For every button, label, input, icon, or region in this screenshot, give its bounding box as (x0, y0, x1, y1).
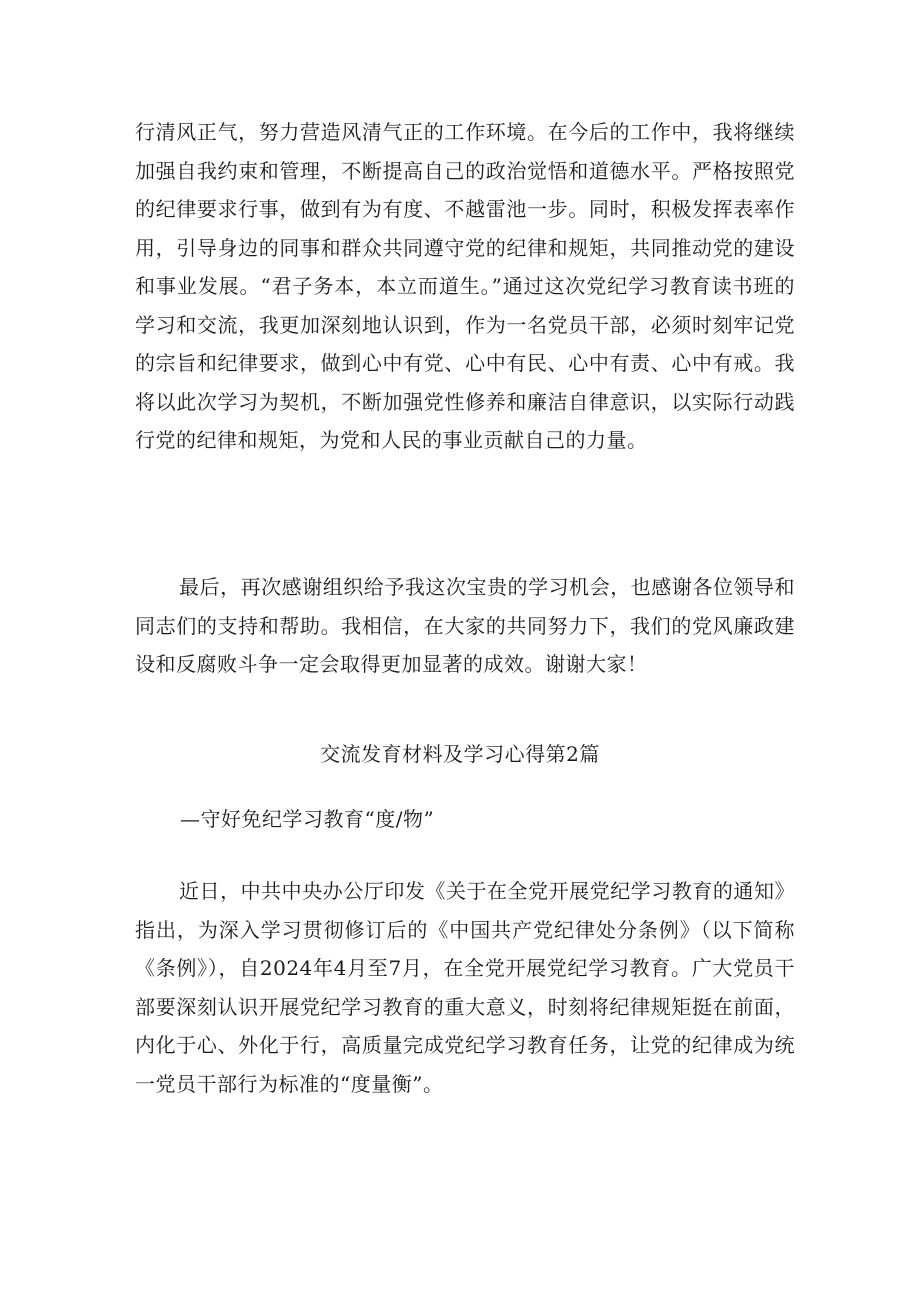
body-paragraph-2: 最后，再次感谢组织给予我这次宝贵的学习机会，也感谢各位领导和同志们的支持和帮助。我相信，在大家的共同努力下，我们的党风廉政建设和反腐败斗争一定会取得更加显著的成效。谢谢大家！ (135, 575, 795, 676)
body-paragraph-1: 行清风正气，努力营造风清气正的工作环境。在今后的工作中，我将继续加强自我约束和管理，不断提高自己的政治觉悟和道德水平。严格按照党的纪律要求行事，做到有为有度、不越雷池一步。同时，积极发挥表率作用，引导身边的同事和群众共同遵守党的纪律和规矩，共同推动党的建设和事业发展。“君子务本，本立而道生。”通过这次党纪学习教育读书班的学习和交流，我更加深刻地认识到，作为一名党员干部，必须时刻牢记党的宗旨和纪律要求，做到心中有党、心中有民、心中有责、心中有戒。我将以此次学习为契机，不断加强党性修养和廉洁自律意识，以实际行动践行党的纪律和规矩，为党和人民的事业贡献自己的力量。 (135, 120, 795, 452)
section-subtitle: —守好免纪学习教育“度/物” (180, 807, 435, 831)
section-title: 交流发育材料及学习心得第2篇 (320, 742, 600, 766)
body-paragraph-3: 近日，中共中央办公厅印发《关于在全党开展党纪学习教育的通知》指出，为深入学习贯彻修订后的《中国共产党纪律处分条例》（以下简称《条例》），自2024年4月至7月，在全党开展党纪学习教育。广大党员干部要深刻认识开展党纪学习教育的重大意义，时刻将纪律规矩挺在前面，内化于心、外化于行，高质量完成党纪学习教育任务，让党的纪律成为统一党员干部行为标准的“度量衡”。 (135, 879, 795, 1096)
